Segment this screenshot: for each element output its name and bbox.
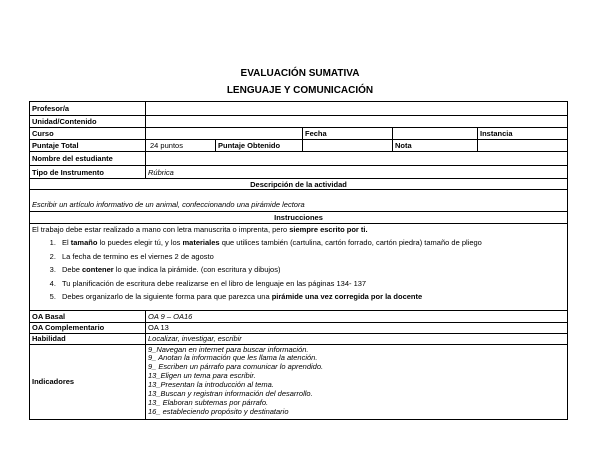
list-item: 13_Buscan y registran información del desarrollo. <box>148 389 313 399</box>
profesor-label: Profesor/a <box>30 102 146 116</box>
instrucciones-body <box>30 224 568 311</box>
fecha-label: Fecha <box>303 128 393 140</box>
nota-field[interactable] <box>478 140 568 152</box>
instancia-label: Instancia <box>478 128 568 140</box>
puntaje-obtenido-label: Puntaje Obtenido <box>216 140 303 152</box>
unidad-field[interactable] <box>146 116 568 128</box>
list-item: 16_ estableciendo propósito y destinatario <box>148 406 289 416</box>
puntaje-total-value: 24 puntos <box>146 140 216 152</box>
list-item: 13_Presentan la introducción al tema. <box>148 380 274 390</box>
instrucciones-list <box>32 236 565 304</box>
instrucciones-intro: El trabajo debe estar realizado a mano con letra manuscrita o imprenta, pero siempre escrito por ti. <box>32 225 368 234</box>
unidad-label: Unidad/Contenido <box>30 116 146 128</box>
nombre-estudiante-label: Nombre del estudiante <box>30 152 146 166</box>
puntaje-obtenido-field[interactable] <box>303 140 393 152</box>
curso-field[interactable] <box>146 128 303 140</box>
oa-basal-value: OA 9 – OA16 <box>146 310 568 322</box>
habilidad-label: Habilidad <box>30 333 146 344</box>
list-item: 4. Tu planificación de escritura debe realizarse en el libro de lenguaje en las páginas 134- 137 <box>58 277 565 291</box>
document-subtitle: LENGUAJE Y COMUNICACIÓN <box>226 85 374 96</box>
instrucciones-heading: Instrucciones <box>30 212 568 224</box>
oa-complementario-value: OA 13 <box>146 322 568 333</box>
list-item: 2. La fecha de termino es el viernes 2 de agosto <box>58 250 565 264</box>
list-item: 13_ Elaboran subtemas por párrafo. <box>148 397 269 407</box>
list-item: 5. Debes organizarlo de la siguiente forma para que parezca una pirámide una vez corregida por la docente <box>58 290 565 304</box>
oa-complementario-label: OA Complementario <box>30 322 146 333</box>
actividad-description: Escribir un artículo informativo de un animal, confeccionando una pirámide lectora <box>30 190 568 212</box>
nombre-estudiante-field[interactable] <box>146 152 568 166</box>
list-item: 13_Eligen un tema para escribir. <box>148 371 256 381</box>
profesor-field[interactable] <box>146 102 568 116</box>
habilidad-value: Localizar, investigar, escribir <box>146 333 568 344</box>
tipo-instrumento-value: Rúbrica <box>146 166 568 179</box>
indicadores-label: Indicadores <box>30 344 146 419</box>
list-item: 9_Navegan en internet para buscar información. <box>148 344 309 354</box>
list-item: 3. Debe contener lo que indica la pirámide. (con escritura y dibujos) <box>58 263 565 277</box>
list-item: 9_ Escriben un párrafo para comunicar lo aprendido. <box>148 362 324 372</box>
puntaje-total-label: Puntaje Total <box>30 140 146 152</box>
curso-label: Curso <box>30 128 146 140</box>
actividad-heading: Descripción de la actividad <box>30 179 568 190</box>
list-item: 9_ Anotan la información que les llama la atención. <box>148 353 318 363</box>
list-item: 1. El tamaño lo puedes elegir tú, y los materiales que utilices también (cartulina, cartón forrado, cartón piedra) tamaño de pliego <box>58 236 565 250</box>
evaluation-form-table <box>29 101 568 420</box>
indicadores-list <box>146 344 568 419</box>
oa-basal-label: OA Basal <box>30 310 146 322</box>
tipo-instrumento-label: Tipo de Instrumento <box>30 166 146 179</box>
nota-label: Nota <box>393 140 478 152</box>
document-title: EVALUACIÓN SUMATIVA <box>240 68 360 79</box>
fecha-field[interactable] <box>393 128 478 140</box>
